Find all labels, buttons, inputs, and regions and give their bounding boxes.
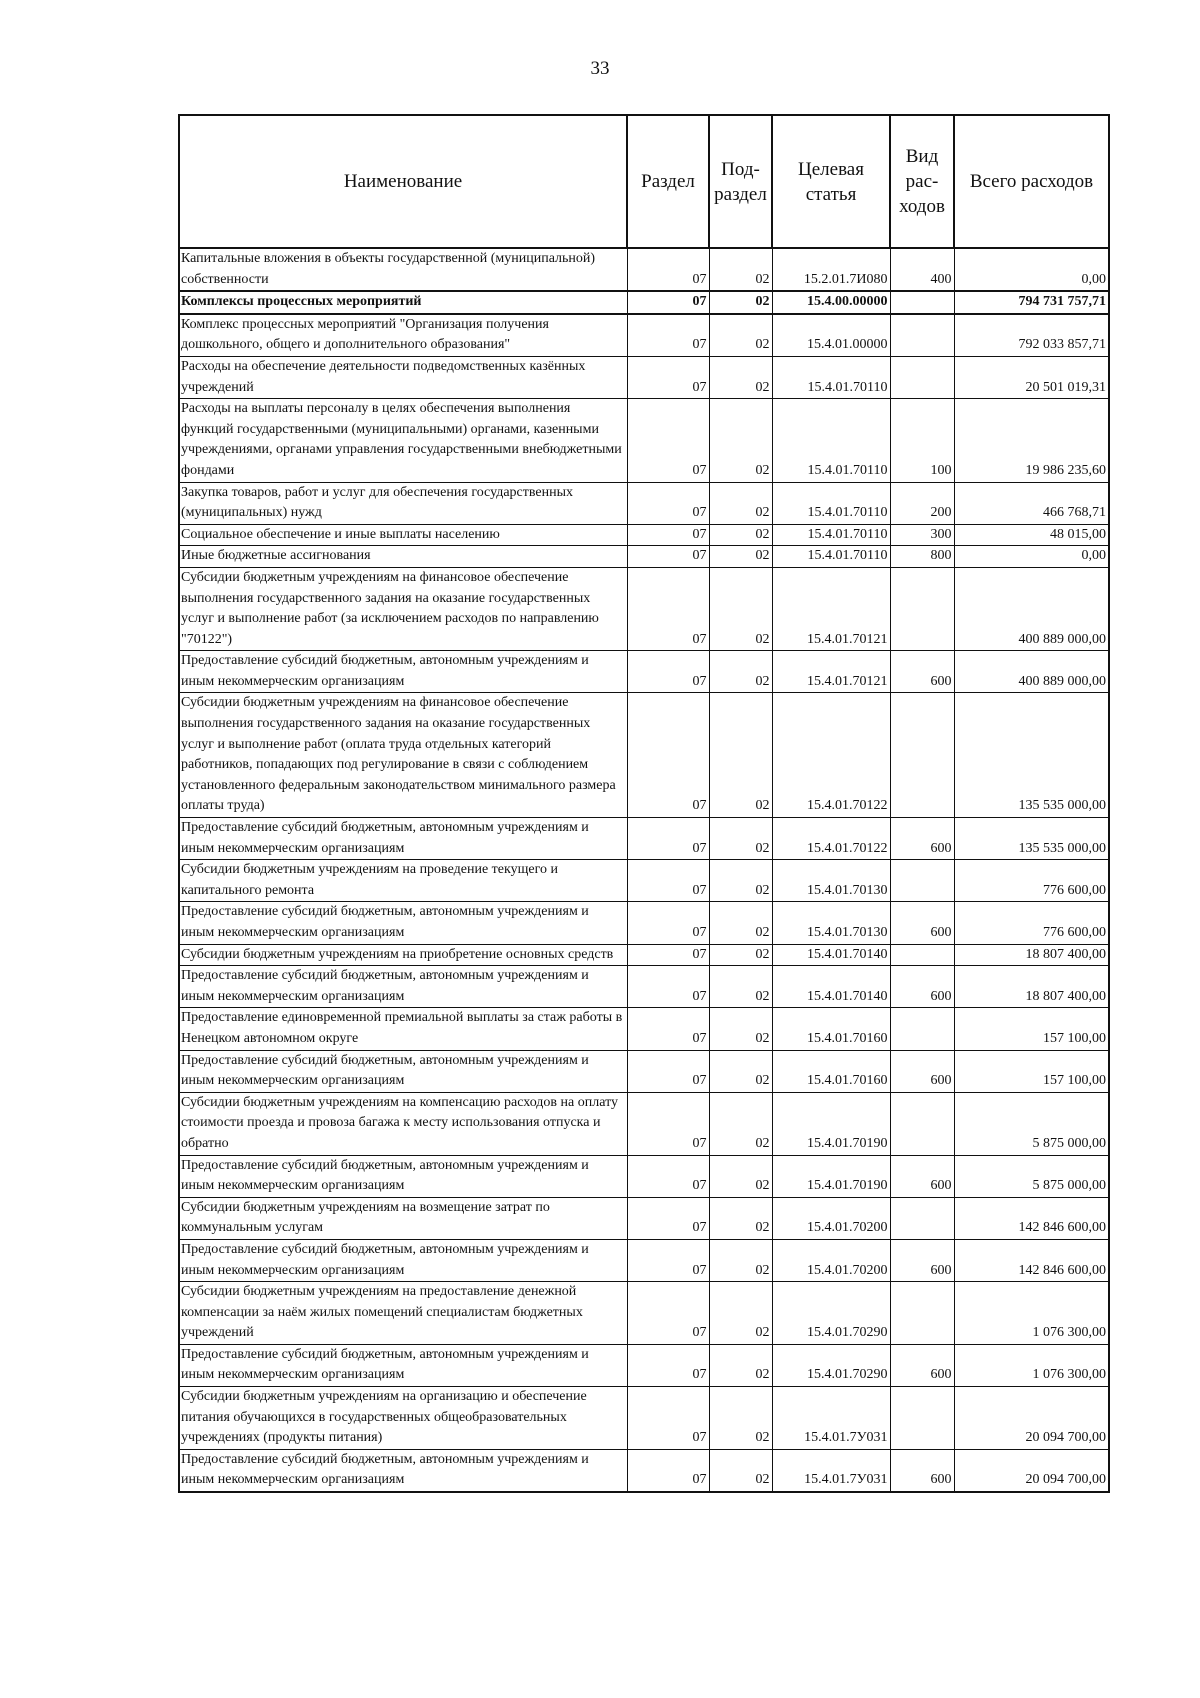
row-total: 400 889 000,00: [954, 651, 1109, 693]
row-target-article: 15.4.01.70110: [772, 399, 890, 482]
row-name: Капитальные вложения в объекты государственной (муниципальной) собственности: [179, 248, 627, 291]
row-subsection: 02: [709, 902, 772, 944]
row-section: 07: [627, 482, 709, 524]
row-expense-type: 600: [890, 966, 954, 1008]
row-name: Предоставление субсидий бюджетным, автономным учреждениям и иным некоммерческим организациям: [179, 1449, 627, 1492]
row-section: 07: [627, 818, 709, 860]
row-section: 07: [627, 966, 709, 1008]
table-body: [179, 248, 1109, 1492]
row-expense-type: [890, 1282, 954, 1345]
table-row: [179, 1197, 1109, 1239]
row-section: 07: [627, 651, 709, 693]
row-expense-type: [890, 944, 954, 966]
row-target-article: 15.4.01.70121: [772, 567, 890, 650]
row-expense-type: 600: [890, 1344, 954, 1386]
row-target-article: 15.4.01.70121: [772, 651, 890, 693]
table-row: [179, 1344, 1109, 1386]
row-subsection: 02: [709, 1050, 772, 1092]
header-subsection: Под- раздел: [709, 115, 772, 248]
row-target-article: 15.4.01.70122: [772, 818, 890, 860]
table-row: [179, 1449, 1109, 1492]
table-row: [179, 248, 1109, 291]
row-target-article: 15.4.01.70160: [772, 1050, 890, 1092]
row-total: 18 807 400,00: [954, 966, 1109, 1008]
table-row: [179, 693, 1109, 818]
row-subsection: 02: [709, 567, 772, 650]
row-section: 07: [627, 1387, 709, 1450]
row-section: 07: [627, 1155, 709, 1197]
row-subsection: 02: [709, 1344, 772, 1386]
row-name: Комплексы процессных мероприятий: [179, 291, 627, 314]
row-subsection: 02: [709, 291, 772, 314]
row-expense-type: [890, 291, 954, 314]
row-subsection: 02: [709, 860, 772, 902]
row-section: 07: [627, 1239, 709, 1281]
row-subsection: 02: [709, 1449, 772, 1492]
table-row: [179, 818, 1109, 860]
table-row: [179, 524, 1109, 546]
table-row: [179, 567, 1109, 650]
row-section: 07: [627, 1344, 709, 1386]
row-expense-type: [890, 860, 954, 902]
row-target-article: 15.4.01.70160: [772, 1008, 890, 1050]
row-section: 07: [627, 1197, 709, 1239]
row-subsection: 02: [709, 399, 772, 482]
row-total: 0,00: [954, 248, 1109, 291]
table-row: [179, 902, 1109, 944]
row-name: Расходы на выплаты персоналу в целях обеспечения выполнения функций государственными (муниципальными) органами, казенными учреждениями, органами управления государственными внебюджетными фондами: [179, 399, 627, 482]
row-expense-type: 600: [890, 651, 954, 693]
row-target-article: 15.4.01.00000: [772, 314, 890, 357]
header-total: Всего расходов: [954, 115, 1109, 248]
row-total: 0,00: [954, 546, 1109, 568]
row-section: 07: [627, 1449, 709, 1492]
table-row: [179, 1092, 1109, 1155]
row-total: 157 100,00: [954, 1008, 1109, 1050]
row-section: 07: [627, 314, 709, 357]
row-total: 5 875 000,00: [954, 1155, 1109, 1197]
row-section: 07: [627, 860, 709, 902]
table-row: [179, 546, 1109, 568]
row-expense-type: 600: [890, 1050, 954, 1092]
row-expense-type: 600: [890, 1449, 954, 1492]
row-expense-type: 600: [890, 1239, 954, 1281]
row-name: Субсидии бюджетным учреждениям на организацию и обеспечение питания обучающихся в государственных общеобразовательных учреждениях (продукты питания): [179, 1387, 627, 1450]
row-subsection: 02: [709, 1239, 772, 1281]
row-total: 20 094 700,00: [954, 1449, 1109, 1492]
row-name: Субсидии бюджетным учреждениям на приобретение основных средств: [179, 944, 627, 966]
table-row: [179, 944, 1109, 966]
row-subsection: 02: [709, 356, 772, 398]
table-row: [179, 860, 1109, 902]
row-name: Закупка товаров, работ и услуг для обеспечения государственных (муниципальных) нужд: [179, 482, 627, 524]
row-subsection: 02: [709, 1282, 772, 1345]
row-section: 07: [627, 248, 709, 291]
header-section: Раздел: [627, 115, 709, 248]
table-row: [179, 966, 1109, 1008]
row-total: 142 846 600,00: [954, 1239, 1109, 1281]
row-total: 792 033 857,71: [954, 314, 1109, 357]
row-target-article: 15.4.01.70110: [772, 356, 890, 398]
header-target-article: Целевая статья: [772, 115, 890, 248]
table-row: [179, 1282, 1109, 1345]
row-name: Иные бюджетные ассигнования: [179, 546, 627, 568]
row-section: 07: [627, 356, 709, 398]
row-section: 07: [627, 399, 709, 482]
row-target-article: 15.4.01.7У031: [772, 1449, 890, 1492]
row-name: Предоставление субсидий бюджетным, автономным учреждениям и иным некоммерческим организациям: [179, 1050, 627, 1092]
row-total: 1 076 300,00: [954, 1282, 1109, 1345]
row-target-article: 15.4.01.70110: [772, 546, 890, 568]
row-target-article: 15.4.01.70110: [772, 482, 890, 524]
row-subsection: 02: [709, 546, 772, 568]
row-subsection: 02: [709, 524, 772, 546]
row-name: Комплекс процессных мероприятий "Организация получения дошкольного, общего и дополнительного образования": [179, 314, 627, 357]
row-section: 07: [627, 1008, 709, 1050]
row-total: 19 986 235,60: [954, 399, 1109, 482]
row-subsection: 02: [709, 693, 772, 818]
row-section: 07: [627, 546, 709, 568]
row-subsection: 02: [709, 1008, 772, 1050]
row-subsection: 02: [709, 314, 772, 357]
row-target-article: 15.4.01.70130: [772, 902, 890, 944]
row-section: 07: [627, 524, 709, 546]
row-name: Субсидии бюджетным учреждениям на компенсацию расходов на оплату стоимости проезда и провоза багажа к месту использования отпуска и обратно: [179, 1092, 627, 1155]
row-total: 400 889 000,00: [954, 567, 1109, 650]
table-row: [179, 1239, 1109, 1281]
row-section: 07: [627, 567, 709, 650]
row-name: Субсидии бюджетным учреждениям на финансовое обеспечение выполнения государственного задания на оказание государственных услуг и выполнение работ (оплата труда отдельных категорий работников, попадающих под регулирование в связи с соблюдением установленного федеральным законодательством минимального размера оплаты труда): [179, 693, 627, 818]
row-section: 07: [627, 1282, 709, 1345]
row-name: Предоставление субсидий бюджетным, автономным учреждениям и иным некоммерческим организациям: [179, 1239, 627, 1281]
table-row: [179, 1387, 1109, 1450]
row-total: 776 600,00: [954, 860, 1109, 902]
row-name: Предоставление субсидий бюджетным, автономным учреждениям и иным некоммерческим организациям: [179, 1344, 627, 1386]
table-row: [179, 399, 1109, 482]
row-target-article: 15.4.01.70122: [772, 693, 890, 818]
row-name: Предоставление субсидий бюджетным, автономным учреждениям и иным некоммерческим организациям: [179, 966, 627, 1008]
row-target-article: 15.4.01.70110: [772, 524, 890, 546]
row-subsection: 02: [709, 1155, 772, 1197]
row-name: Предоставление субсидий бюджетным, автономным учреждениям и иным некоммерческим организациям: [179, 1155, 627, 1197]
row-total: 135 535 000,00: [954, 693, 1109, 818]
row-target-article: 15.4.00.00000: [772, 291, 890, 314]
row-total: 135 535 000,00: [954, 818, 1109, 860]
row-name: Субсидии бюджетным учреждениям на возмещение затрат по коммунальным услугам: [179, 1197, 627, 1239]
row-section: 07: [627, 1092, 709, 1155]
row-total: 20 501 019,31: [954, 356, 1109, 398]
row-name: Предоставление субсидий бюджетным, автономным учреждениям и иным некоммерческим организациям: [179, 902, 627, 944]
row-total: 18 807 400,00: [954, 944, 1109, 966]
row-target-article: 15.4.01.70200: [772, 1197, 890, 1239]
row-total: 776 600,00: [954, 902, 1109, 944]
row-subsection: 02: [709, 944, 772, 966]
row-total: 20 094 700,00: [954, 1387, 1109, 1450]
row-name: Социальное обеспечение и иные выплаты населению: [179, 524, 627, 546]
row-subsection: 02: [709, 818, 772, 860]
page-number: 33: [590, 58, 610, 79]
row-target-article: 15.4.01.7У031: [772, 1387, 890, 1450]
header-name: Наименование: [179, 115, 627, 248]
row-section: 07: [627, 944, 709, 966]
row-name: Субсидии бюджетным учреждениям на проведение текущего и капитального ремонта: [179, 860, 627, 902]
table-row: [179, 356, 1109, 398]
table-row: [179, 651, 1109, 693]
row-subsection: 02: [709, 482, 772, 524]
row-target-article: 15.4.01.70290: [772, 1344, 890, 1386]
row-expense-type: 800: [890, 546, 954, 568]
row-expense-type: 400: [890, 248, 954, 291]
row-expense-type: [890, 693, 954, 818]
row-name: Предоставление субсидий бюджетным, автономным учреждениям и иным некоммерческим организациям: [179, 651, 627, 693]
row-expense-type: 200: [890, 482, 954, 524]
row-subsection: 02: [709, 966, 772, 1008]
row-total: 1 076 300,00: [954, 1344, 1109, 1386]
row-total: 142 846 600,00: [954, 1197, 1109, 1239]
header-expense-type: Вид рас- ходов: [890, 115, 954, 248]
row-section: 07: [627, 693, 709, 818]
row-total: 48 015,00: [954, 524, 1109, 546]
row-target-article: 15.4.01.70200: [772, 1239, 890, 1281]
row-expense-type: 600: [890, 1155, 954, 1197]
row-section: 07: [627, 291, 709, 314]
table-row: [179, 1050, 1109, 1092]
row-expense-type: 300: [890, 524, 954, 546]
row-target-article: 15.4.01.70130: [772, 860, 890, 902]
table-row: [179, 291, 1109, 314]
table-row: [179, 314, 1109, 357]
row-expense-type: 600: [890, 818, 954, 860]
row-name: Субсидии бюджетным учреждениям на предоставление денежной компенсации за наём жилых помещений специалистам бюджетных учреждений: [179, 1282, 627, 1345]
row-target-article: 15.4.01.70190: [772, 1092, 890, 1155]
row-section: 07: [627, 1050, 709, 1092]
row-target-article: 15.4.01.70140: [772, 966, 890, 1008]
row-name: Предоставление единовременной премиальной выплаты за стаж работы в Ненецком автономном округе: [179, 1008, 627, 1050]
row-expense-type: 600: [890, 902, 954, 944]
row-target-article: 15.4.01.70290: [772, 1282, 890, 1345]
row-name: Субсидии бюджетным учреждениям на финансовое обеспечение выполнения государственного задания на оказание государственных услуг и выполнение работ (за исключением расходов по направлению "70122"): [179, 567, 627, 650]
row-expense-type: [890, 567, 954, 650]
table-row: [179, 482, 1109, 524]
row-target-article: 15.4.01.70140: [772, 944, 890, 966]
row-expense-type: 100: [890, 399, 954, 482]
row-total: 5 875 000,00: [954, 1092, 1109, 1155]
row-subsection: 02: [709, 1387, 772, 1450]
row-name: Расходы на обеспечение деятельности подведомственных казённых учреждений: [179, 356, 627, 398]
row-subsection: 02: [709, 651, 772, 693]
row-subsection: 02: [709, 1092, 772, 1155]
row-target-article: 15.2.01.7И080: [772, 248, 890, 291]
row-subsection: 02: [709, 1197, 772, 1239]
row-expense-type: [890, 356, 954, 398]
row-total: 466 768,71: [954, 482, 1109, 524]
table-row: [179, 1155, 1109, 1197]
row-target-article: 15.4.01.70190: [772, 1155, 890, 1197]
row-name: Предоставление субсидий бюджетным, автономным учреждениям и иным некоммерческим организациям: [179, 818, 627, 860]
row-expense-type: [890, 1008, 954, 1050]
table-header-row: [179, 115, 1109, 248]
row-subsection: 02: [709, 248, 772, 291]
row-section: 07: [627, 902, 709, 944]
row-total: 157 100,00: [954, 1050, 1109, 1092]
row-expense-type: [890, 1092, 954, 1155]
row-total: 794 731 757,71: [954, 291, 1109, 314]
budget-table: [178, 114, 1110, 1493]
row-expense-type: [890, 1387, 954, 1450]
row-expense-type: [890, 314, 954, 357]
table-row: [179, 1008, 1109, 1050]
row-expense-type: [890, 1197, 954, 1239]
